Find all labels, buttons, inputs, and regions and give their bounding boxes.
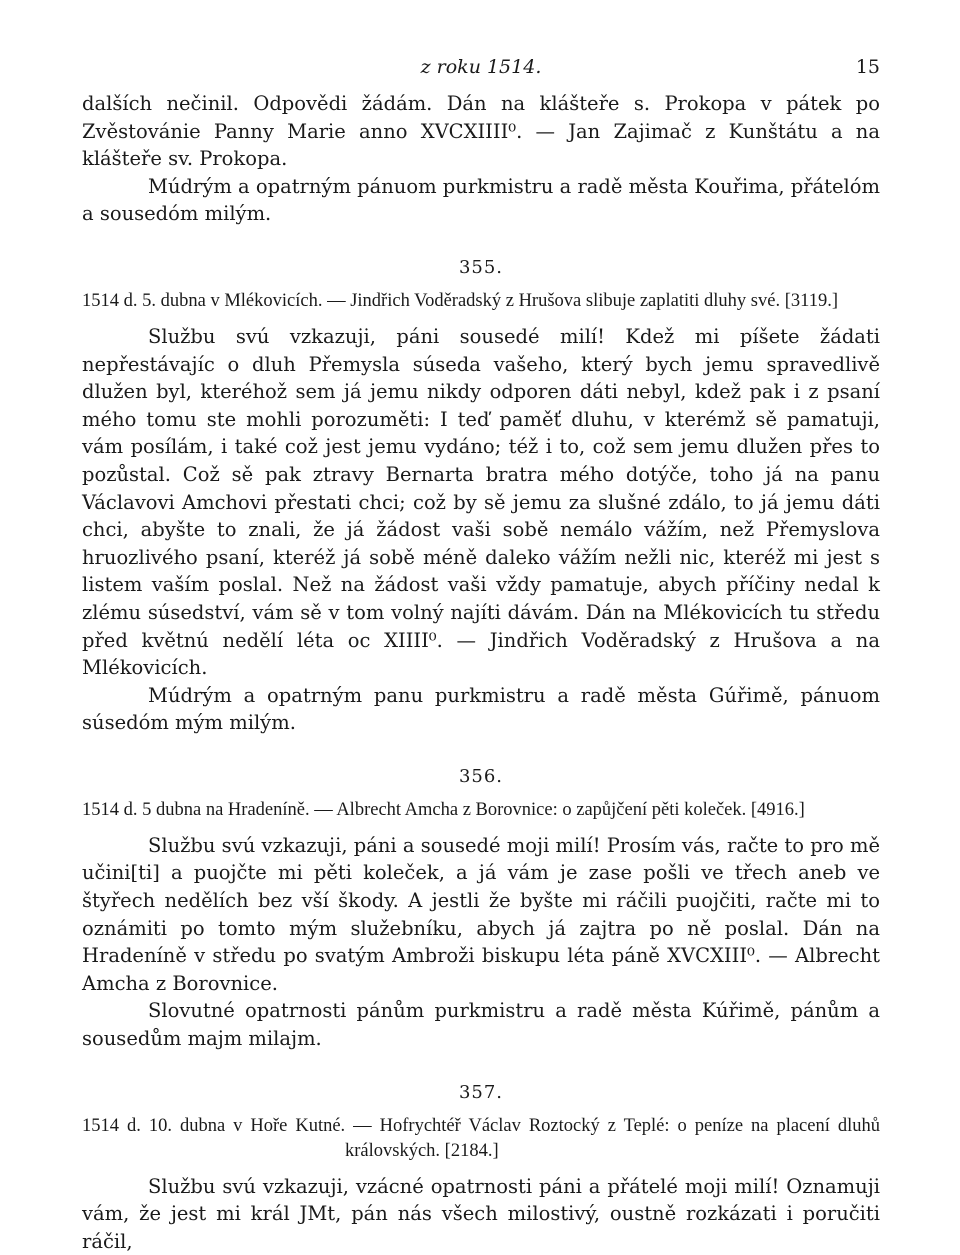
running-title: z roku 1514. (420, 56, 542, 78)
document-entry (82, 1079, 880, 1255)
document-regest: 1514 d. 5. dubna v Mlékovicích. — Jindřich Voděradský z Hrušova slibuje zaplatiti dluhy své. [3119.] (82, 290, 838, 311)
document-regest: 1514 d. 5 dubna na Hradeníně. — Albrecht Amcha z Borovnice: o zapůjčení pěti koleček. [4916.] (82, 799, 805, 820)
running-head (82, 56, 880, 90)
document-body: Službu svú vzkazuji, páni a sousedé moji milí! Prosím vás, račte to pro mě učini[ti] a puojčte mi pěti koleček, a já vám je zase pošli ve třech aneb ve štyřech nedělích bez vší škody. A jestli že byšte mi ráčili puojčiti, račte mi to oznámiti po tomto mým služebníku, abych já zajtra po ně poslal. Dán na Hradeníně v středu po svatým Ambroži biskupu léta páně XVCXIII⁰. — Albrecht Amcha z Borovnice. (82, 833, 880, 995)
continuation-paragraph: dalších nečinil. Odpovědi žádám. Dán na klášteře s. Prokopa v pátek po Zvěstovánie Panny Marie anno XVCXIIII⁰. — Jan Zajimač z Kunštátu a na klášteře sv. Prokopa. (82, 92, 880, 171)
document-body: Službu svú vzkazuji, vzácné opatrnosti páni a přátelé moji milí! Oznamuji vám, že jest mi král JMt, pán nás všech milostivý, oustně rozkázati i poručiti ráčil, (82, 1174, 880, 1253)
address-paragraph: Múdrým a opatrným pánuom purkmistru a radě města Kouřima, přátelóm a sousedóm milým. (82, 174, 880, 226)
document-page (82, 56, 880, 1255)
document-regest: 1514 d. 10. dubna v Hoře Kutné. — Hofrychtéř Václav Roztocký z Teplé: o peníze na placení dluhů královských. [2184.] (82, 1115, 880, 1161)
document-entry (82, 254, 880, 737)
document-number: 356. (458, 765, 504, 787)
document-number: 355. (458, 256, 504, 278)
document-address: Múdrým a opatrným panu purkmistru a radě města Gúřimě, pánuom súsedóm mým milým. (82, 683, 880, 735)
document-address: Slovutné opatrnosti pánům purkmistru a radě města Kúřimě, pánům a sousedům majm milajm. (82, 999, 880, 1051)
document-number: 357. (458, 1081, 504, 1103)
document-body: Službu svú vzkazuji, páni sousedé milí! Kdež mi píšete žádati nepřestávajíc o dluh Přemysla súseda vašeho, který bych jemu spravedlivě dlužen byl, kteréhož sem já jemu nikdy odporen dáti nebyl, kdež pak i z psaní mého tomu ste mohli porozuměti: I teď paměť dluhu, v kterémž sě pamatuji, vám posílám, i také což jest jemu vydáno; též i to, což sem jemu dlužen přes to pozůstal. Což sě pak ztravy Bernarta bratra mého dotýče, toho já na panu Václavovi Amchovi přestati chci; což by sě jemu za slušné zdálo, to já jemu dáti chci, abyšte to znali, že já žádost vaši sobě nemálo vážím, než Přemyslova hruozlivého psaní, kteréž já sobě méně daleko vážím nežli nic, kteréž mi jest s listem vaším poslal. Než na žádost vaši vždy pamatuje, abych příčiny nedal k zlému súsedství, vám sě v tom volný najíti dávám. Dán na Mlékovicích tu středu před květnú nedělí léta oc XIIII⁰. — Jindřich Voděradský z Hrušova a na Mlékovicích. (82, 324, 880, 680)
document-entry (82, 763, 880, 1053)
page-number: 15 (855, 56, 880, 78)
